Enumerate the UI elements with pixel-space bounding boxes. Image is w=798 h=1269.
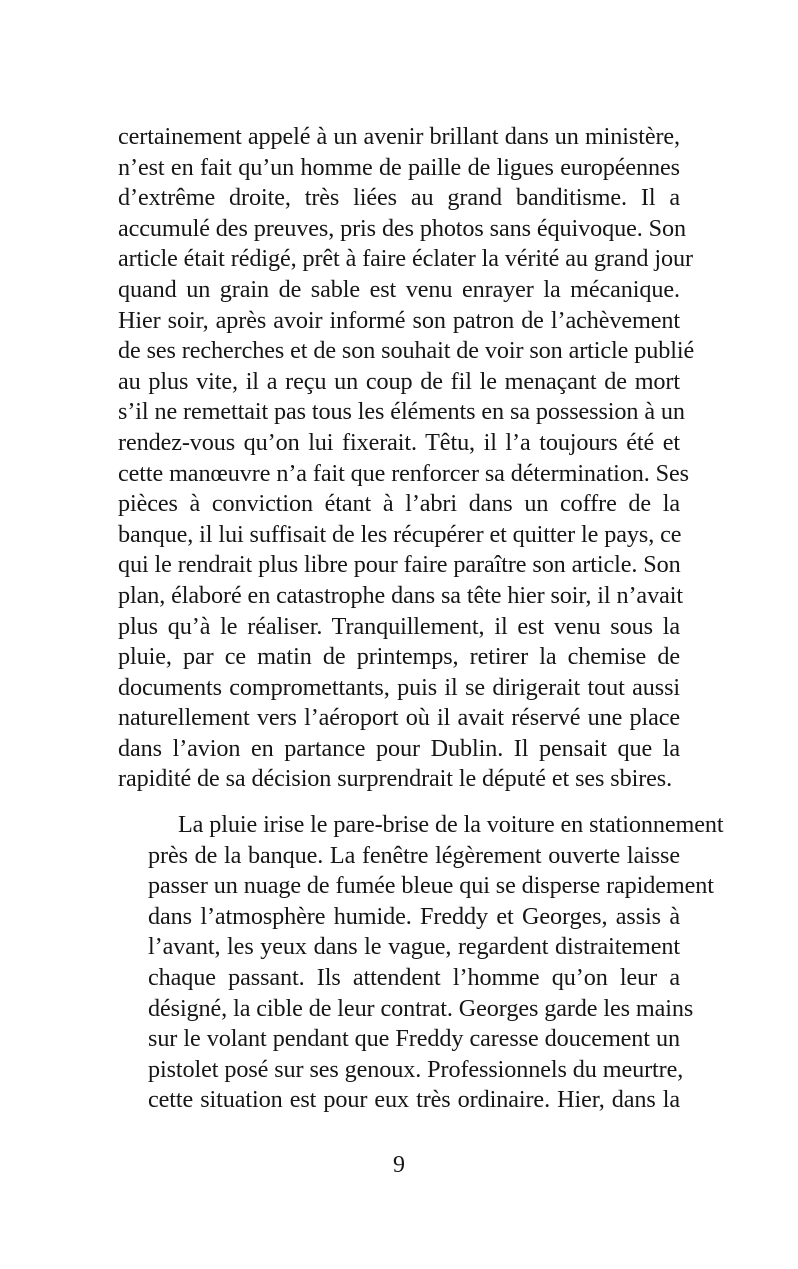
text-line: quand un grain de sable est venu enrayer la mécanique. (118, 275, 680, 303)
paragraph-2 (118, 810, 724, 1116)
text-line: pistolet posé sur ses genoux. Professionnels du meurtre, (148, 1055, 684, 1083)
text-line: rendez-vous qu’on lui fixerait. Têtu, il l’a toujours été et (118, 428, 680, 456)
text-line: plus qu’à le réaliser. Tranquillement, il est venu sous la (118, 612, 680, 640)
text-line: qui le rendrait plus libre pour faire paraître son article. Son (118, 551, 681, 579)
text-line: au plus vite, il a reçu un coup de fil le menaçant de mort (118, 367, 680, 395)
text-line: de ses recherches et de son souhait de voir son article publié (118, 337, 695, 365)
text-line: documents compromettants, puis il se dirigerait tout aussi (118, 673, 680, 701)
text-line: chaque passant. Ils attendent l’homme qu’on leur a (148, 963, 680, 991)
text-line: près de la banque. La fenêtre légèrement ouverte laisse (148, 841, 680, 869)
text-line: certainement appelé à un avenir brillant dans un ministère, (118, 123, 680, 150)
text-line: naturellement vers l’aéroport où il avait réservé une place (118, 704, 680, 732)
text-line: s’il ne remettait pas tous les éléments en sa possession à un (118, 398, 685, 426)
paragraph-1 (118, 122, 695, 795)
text-line: n’est en fait qu’un homme de paille de ligues européennes (118, 153, 680, 181)
text-line: plan, élaboré en catastrophe dans sa tête hier soir, il n’avait (118, 581, 683, 609)
text-line: article était rédigé, prêt à faire éclater la vérité au grand jour (118, 245, 693, 273)
text-line: d’extrême droite, très liées au grand banditisme. Il a (118, 184, 680, 212)
text-line: désigné, la cible de leur contrat. Georges garde les mains (148, 994, 694, 1022)
text-line: cette manœuvre n’a fait que renforcer sa détermination. Ses (118, 459, 689, 487)
text-line: pluie, par ce matin de printemps, retirer la chemise de (118, 643, 680, 671)
text-line: rapidité de sa décision surprendrait le député et ses sbires. (118, 765, 673, 793)
text-line: dans l’atmosphère humide. Freddy et Georges, assis à (148, 902, 680, 930)
text-line: dans l’avion en partance pour Dublin. Il pensait que la (118, 734, 680, 762)
text-line: Hier soir, après avoir informé son patron de l’achèvement (118, 306, 680, 334)
text-line: cette situation est pour eux très ordinaire. Hier, dans la (148, 1086, 680, 1114)
text-line: pièces à conviction étant à l’abri dans un coffre de la (118, 490, 680, 518)
text-line: passer un nuage de fumée bleue qui se disperse rapidement (148, 872, 714, 900)
text-line: l’avant, les yeux dans le vague, regardent distraitement (148, 933, 680, 961)
text-line: accumulé des preuves, pris des photos sans équivoque. Son (118, 214, 686, 242)
page-number: 9 (393, 1152, 405, 1178)
text-line: La pluie irise le pare-brise de la voiture en stationnement (178, 811, 724, 838)
text-line: sur le volant pendant que Freddy caresse doucement un (148, 1025, 680, 1053)
text-line: banque, il lui suffisait de les récupérer et quitter le pays, ce (118, 520, 682, 548)
